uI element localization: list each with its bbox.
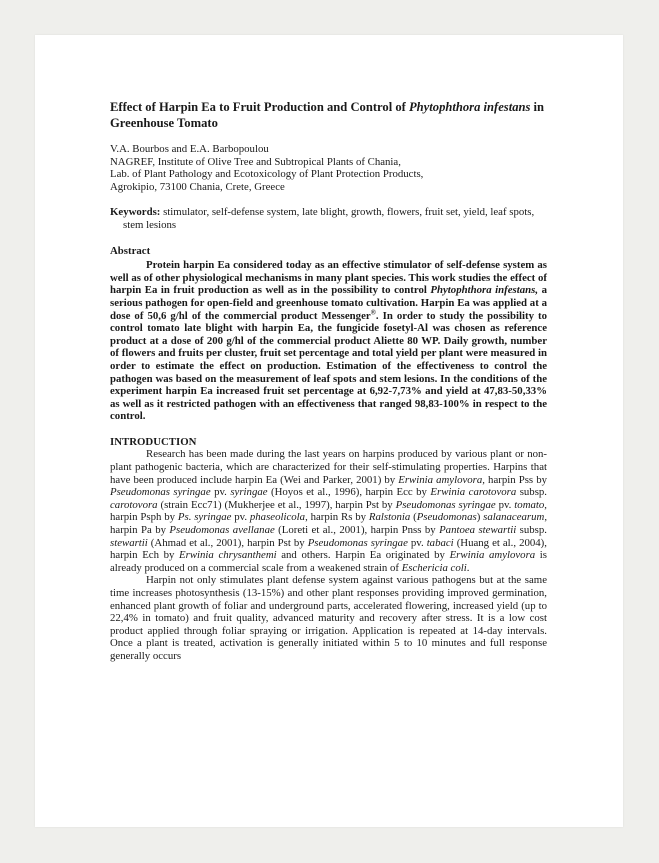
species-name: Erwinia amylovora [449,549,536,562]
affiliation-line-1: NAGREF, Institute of Olive Tree and Subtropical Plants of Chania, [110,155,401,168]
keywords-label: Keywords: [110,206,161,219]
abstract-text-1: Protein harpin Ea considered today as an effective stimulator of self-defense system as well as of other physiological mechanisms in many plant species. This work studies the effect of harpin Ea in fruit production as well as in the possibility to control [110,259,547,297]
species-name: Pseudomonas syringae [110,486,211,499]
title-italic: Phytophthora infestans [408,100,531,114]
species-name: Erwinia amylovora, [398,473,485,486]
intro-text-run: pv. [407,536,427,549]
abstract-body [110,259,547,423]
species-name: carotovora [110,498,158,511]
abstract-text-2: a serious pathogen for open-field and greenhouse tomato cultivation. Harpin Ea was applied at a dose of 50,6 g/hl of the commercial product Messenger [110,284,547,322]
authors: V.A. Bourbos and E.A. Barbopoulou [110,143,269,155]
species-name: Pseudomonas syringae [395,498,496,511]
introduction-paragraph-1 [110,448,547,574]
species-name: tabaci [426,536,454,549]
species-name: syringae [230,486,268,499]
species-name: tomato [514,498,545,511]
intro-text-run: (Ahmad et al., 2001), harpin Pst by [147,536,308,549]
species-name: Ralstonia [368,511,411,524]
intro-text-run: is already produced on a commercial scale from a weakened strain of [110,549,547,574]
species-name: stewartii [110,536,148,549]
abstract-text-3: . In order to study the possibility to control tomato late blight with harpin Ea, the fungicide fosetyl-Al was chosen as reference product at a dose of 200 g/hl of the commercial product Aliette 80 WP. Daily growth, number of flowers and fruits per cluster, fruit set percentage and total yield per plant were measured in order to estimate the effect on production. Estimation of the effectiveness to control the pathogen was based on the measurement of leaf spots and stem lesions. In the conditions of the experiment harpin Ea increased fruit set percentage at 6,92-7,73% and yield at 47,83-50,33% as well as it restricted pathogen with an effectiveness that ranged 98,83-100% in respect to the control. [110,309,547,423]
intro-text-run: ) [476,511,484,524]
introduction-heading: INTRODUCTION [110,435,197,448]
species-name: Pseudomonas [416,511,477,524]
intro-text-run: (Loreti et al., 2001), harpin Pnss by [274,524,440,537]
abstract-italic: Phytophthora infestans, [430,284,539,297]
intro-text-run: (Huang et al., 2004), harpin Ech by [110,536,547,562]
intro-text-run: harpin Pss by [484,473,547,486]
intro-text-run: pv. [210,486,231,499]
intro-text-run: (strain Ecc71) (Mukherjee et al., 1997), harpin Pst by [157,498,396,511]
intro-text-run: pv. [231,511,250,524]
paper-content [110,100,547,663]
intro-text-run: . [466,561,470,574]
intro-text-run: , harpin Psph by [110,498,547,524]
intro-text-run: and others. Harpin Ea originated by [276,549,450,562]
introduction-paragraph-2: Harpin not only stimulates plant defense system against various pathogens but at the same time increases photosynthesis (13-15%) and other plant responses providing improved germination, enhanced plant growth of foliar and underground parts, accelerated flowering, increased yield (up to 22,4% in tomato) and fruit quality, advanced maturity and recovery after stress. It is a low cost product applied through foliar spraying or irrigation. Application is repeated at 14-day intervals. Once a plant is treated, activation is generally initiated within 5 to 10 minutes and full response generally occurs [110,574,547,662]
species-name: Ps. syringae [177,511,232,524]
title-text: Effect of Harpin Ea to Fruit Production and Control of [110,100,409,114]
keywords-text: stimulator, self-defense system, late blight, growth, flowers, fruit set, yield, leaf spots, stem lesions [123,206,535,231]
affiliation-line-3: Agrokipio, 73100 Chania, Crete, Greece [110,180,285,193]
affiliation-line-2: Lab. of Plant Pathology and Ecotoxicology of Plant Protection Products, [110,168,424,181]
paper-title [110,100,547,131]
species-name: salanacearum [483,511,545,524]
intro-text-run: pv. [495,498,515,511]
registered-mark: ® [370,307,376,316]
intro-text-run: , harpin Rs by [305,511,369,524]
intro-text-run: (Hoyos et al., 1996), harpin Ecc by [267,486,431,499]
paper-sheet [35,35,623,827]
keywords [110,206,547,231]
title-text-end: in Greenhouse Tomato [110,100,545,130]
species-name: Erwinia carotovora [430,486,517,499]
species-name: phaseolicola [249,511,306,524]
species-name: Pseudomonas avellanae [169,524,275,537]
intro-text-run: subsp. [516,486,548,499]
species-name: Erwinia chrysanthemi [179,549,277,562]
intro-text-run: Research has been made during the last years on harpins produced by various plant or non-plant pathogenic bacteria, which are characterized for their self-stimulating properties. Harpins that have been produced include harpin Ea (Wei and Parker, 2001) by [110,448,547,486]
abstract-heading: Abstract [110,244,151,257]
intro-text-run: subsp. [516,524,547,537]
intro-text-run: , harpin Pa by [110,511,548,537]
intro-text-run: ( [410,511,417,524]
species-name: Pantoea stewartii [439,524,517,537]
species-name: Eschericia coli [401,561,467,574]
species-name: Pseudomonas syringae [307,536,408,549]
